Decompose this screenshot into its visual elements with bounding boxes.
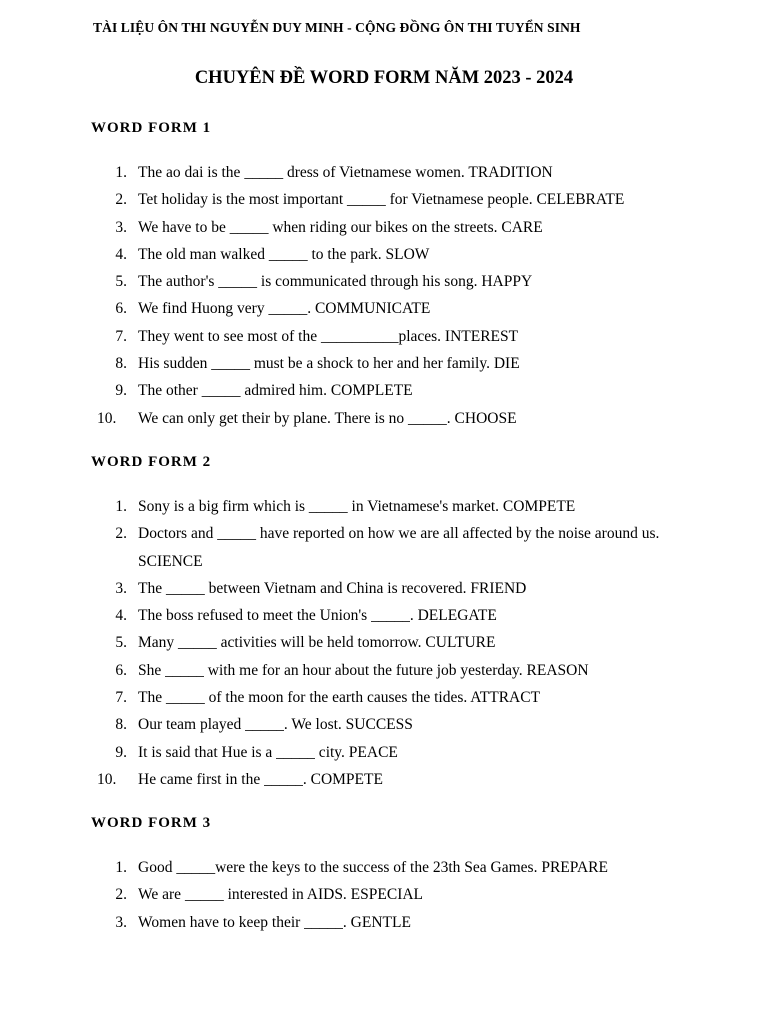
- question-item: [0, 323, 690, 350]
- question-item: [0, 377, 690, 404]
- question-number: 9.: [115, 743, 127, 761]
- question-number: 10.: [97, 409, 117, 427]
- question-item: [0, 602, 690, 629]
- question-item: [0, 629, 690, 656]
- question-item: [0, 881, 690, 908]
- question-number: 1.: [115, 164, 127, 181]
- question-text: The other _____ admired him. COMPLETE: [138, 382, 413, 400]
- question-number: 4.: [115, 245, 127, 263]
- question-text: We find Huong very _____. COMMUNICATE: [138, 300, 431, 318]
- question-text: The _____ between Vietnam and China is recovered. FRIEND: [138, 579, 527, 597]
- question-text: We have to be _____ when riding our bikes on the streets. CARE: [138, 218, 543, 236]
- question-list-word-form-3: [0, 854, 768, 936]
- question-item: [0, 186, 690, 213]
- question-number: 2.: [115, 525, 127, 543]
- question-text: The boss refused to meet the Union's _____. DELEGATE: [138, 607, 497, 625]
- section-heading-word-form-2: WORD FORM 2: [91, 454, 212, 470]
- question-item: [0, 520, 690, 575]
- question-list-word-form-2: [0, 493, 768, 793]
- question-text: Sony is a big firm which is _____ in Vietnamese's market. COMPETE: [138, 498, 576, 515]
- question-number: 6.: [115, 661, 127, 679]
- question-item: [0, 159, 690, 186]
- question-item: [0, 739, 690, 766]
- question-text: The _____ of the moon for the earth causes the tides. ATTRACT: [138, 689, 541, 707]
- question-text: The old man walked _____ to the park. SLOW: [138, 245, 430, 263]
- question-number: 8.: [115, 355, 127, 373]
- question-item: [0, 405, 690, 432]
- question-number: 3.: [115, 913, 127, 931]
- question-item: [0, 350, 690, 377]
- question-text: It is said that Hue is a _____ city. PEACE: [138, 743, 398, 761]
- question-text: They went to see most of the __________places. INTEREST: [138, 327, 519, 345]
- question-item: [0, 268, 690, 295]
- question-number: 1.: [115, 498, 127, 515]
- question-text: His sudden _____ must be a shock to her and her family. DIE: [138, 355, 520, 373]
- question-number: 3.: [115, 579, 127, 597]
- question-number: 1.: [115, 859, 127, 876]
- question-text: Good _____were the keys to the success of the 23th Sea Games. PREPARE: [138, 859, 608, 876]
- question-item: [0, 854, 690, 881]
- section-heading-word-form-3: WORD FORM 3: [91, 815, 212, 831]
- question-text: He came first in the _____. COMPETE: [138, 770, 383, 788]
- question-number: 2.: [115, 886, 127, 904]
- question-item: [0, 575, 690, 602]
- question-text: Many _____ activities will be held tomorrow. CULTURE: [138, 634, 496, 652]
- question-item: [0, 684, 690, 711]
- question-number: 9.: [115, 382, 127, 400]
- question-number: 5.: [115, 634, 127, 652]
- question-text: Women have to keep their _____. GENTLE: [138, 913, 411, 931]
- question-number: 10.: [97, 770, 117, 788]
- document-title: CHUYÊN ĐỀ WORD FORM NĂM 2023 - 2024: [194, 68, 574, 88]
- question-item: [0, 766, 690, 793]
- question-text: She _____ with me for an hour about the future job yesterday. REASON: [138, 661, 589, 679]
- question-number: 4.: [115, 607, 127, 625]
- question-number: 7.: [115, 689, 127, 707]
- section-heading-word-form-1: WORD FORM 1: [91, 120, 212, 136]
- question-number: 3.: [115, 218, 127, 236]
- question-text: Our team played _____. We lost. SUCCESS: [138, 716, 413, 734]
- question-text: Doctors and _____ have reported on how we are all affected by the noise around us. SCIENCE: [138, 525, 660, 570]
- question-number: 6.: [115, 300, 127, 318]
- question-text: We are _____ interested in AIDS. ESPECIAL: [138, 886, 424, 904]
- question-number: 5.: [115, 273, 127, 291]
- question-number: 8.: [115, 716, 127, 734]
- question-number: 7.: [115, 327, 127, 345]
- question-list-word-form-1: [0, 159, 768, 432]
- document-header: TÀI LIỆU ÔN THI NGUYỄN DUY MINH - CỘNG ĐỒNG ÔN THI TUYỂN SINH: [93, 20, 581, 35]
- question-item: [0, 657, 690, 684]
- question-text: Tet holiday is the most important _____ for Vietnamese people. CELEBRATE: [138, 191, 625, 209]
- question-text: The author's _____ is communicated through his song. HAPPY: [138, 273, 533, 291]
- question-item: [0, 241, 690, 268]
- question-item: [0, 295, 690, 322]
- question-item: [0, 909, 690, 936]
- question-item: [0, 214, 690, 241]
- question-text: We can only get their by plane. There is no _____. CHOOSE: [138, 409, 517, 427]
- question-item: [0, 711, 690, 738]
- question-item: [0, 493, 690, 520]
- question-number: 2.: [115, 191, 127, 209]
- question-text: The ao dai is the _____ dress of Vietnamese women. TRADITION: [138, 164, 553, 181]
